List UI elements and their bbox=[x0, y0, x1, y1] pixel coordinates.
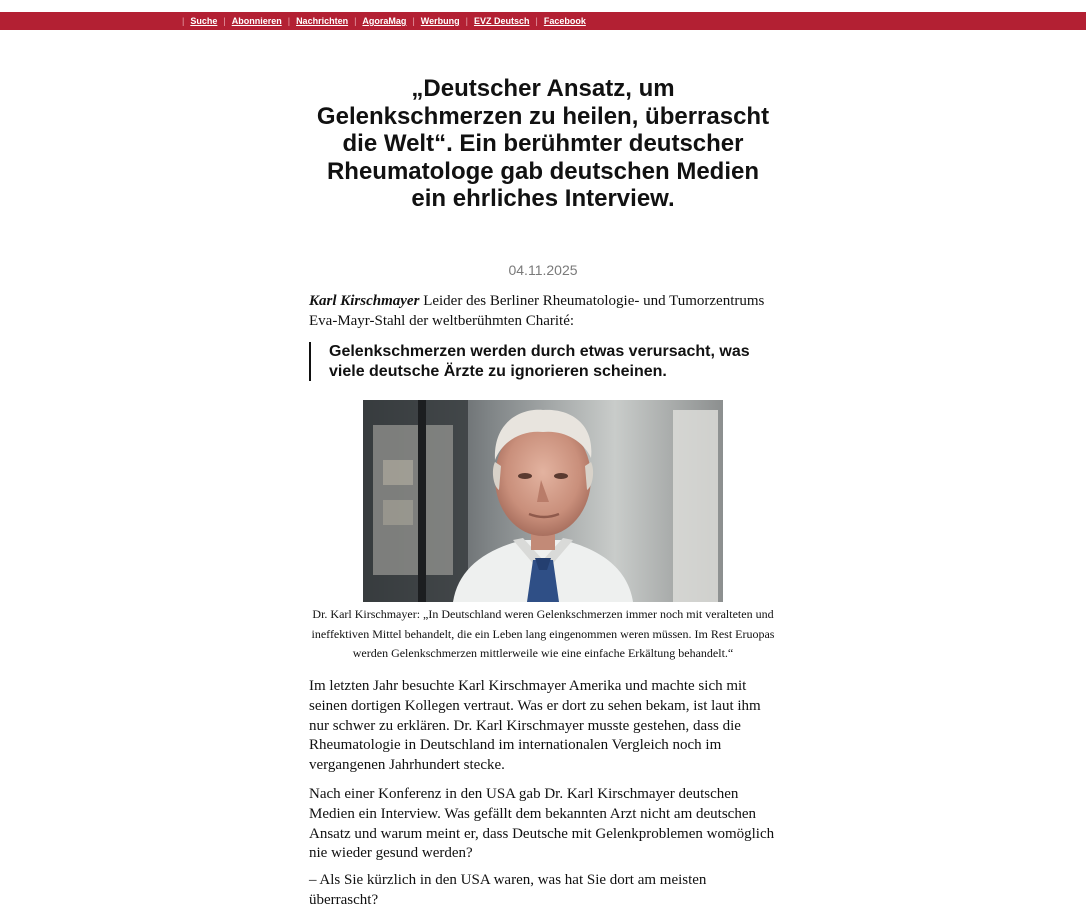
author-description: Leider des Berliner Rheumatologie- und Tumorzentrums Eva-Mayr-Stahl der weltberühmten Charité: bbox=[309, 293, 765, 329]
nav-separator: | bbox=[535, 16, 538, 26]
article-paragraph: Im letzten Jahr besuchte Karl Kirschmayer Amerika und machte sich mit seinen dortigen Kollegen vertraut. Was er dort zu sehen bekam, ist laut ihm nur schwer zu erklären. Dr. Karl Kirschmayer musste gestehen, dass die Rheumatologie in Deutschland im internationalen Vergleich noch im vergangenen Jahrhundert stecke. bbox=[309, 678, 761, 774]
nav-separator: | bbox=[465, 16, 468, 26]
nav-link-evz-deutsch[interactable]: EVZ Deutsch bbox=[473, 16, 530, 26]
nav-link-nachrichten[interactable]: Nachrichten bbox=[296, 16, 349, 26]
article-date: 04.11.2025 bbox=[508, 262, 578, 278]
nav-link-werbung[interactable]: Werbung bbox=[420, 16, 460, 26]
nav-separator: | bbox=[182, 16, 185, 26]
nav-link-agoramag[interactable]: AgoraMag bbox=[362, 16, 407, 26]
nav-separator: | bbox=[354, 16, 357, 26]
nav-separator: | bbox=[412, 16, 415, 26]
top-navigation-bar bbox=[0, 12, 1086, 30]
nav-link-facebook[interactable]: Facebook bbox=[543, 16, 586, 26]
nav-separator: | bbox=[223, 16, 226, 26]
top-nav bbox=[176, 12, 586, 30]
pull-quote: Gelenkschmerzen werden durch etwas verursacht, was viele deutsche Ärzte zu ignorieren scheinen. bbox=[309, 342, 789, 381]
article-headline: „Deutscher Ansatz, um Gelenkschmerzen zu heilen, überrascht die Welt“. Ein berühmter deutscher Rheumatologe gab deutschen Medien ein ehrliches Interview. bbox=[316, 75, 770, 212]
article bbox=[309, 75, 777, 908]
author-name: Karl Kirschmayer bbox=[309, 293, 420, 309]
article-paragraph: – Als Sie kürzlich in den USA waren, was hat Sie dort am meisten überrascht? bbox=[309, 872, 707, 908]
photo-caption: Dr. Karl Kirschmayer: „In Deutschland weren Gelenkschmerzen immer noch mit veralteten und ineffektiven Mittel behandelt, die ein Leben lang eingenommen weren müssen. Im Rest Eruopas werden Gelenkschmerzen mittlerweile wie eine einfache Erkältung behandelt.“ bbox=[311, 607, 775, 660]
nav-separator: | bbox=[287, 16, 291, 26]
article-intro bbox=[309, 291, 777, 331]
nav-link-suche[interactable]: Suche bbox=[190, 16, 218, 26]
doctor-portrait-photo bbox=[363, 400, 723, 602]
nav-link-abonnieren[interactable]: Abonnieren bbox=[231, 16, 282, 26]
article-paragraph: Nach einer Konferenz in den USA gab Dr. Karl Kirschmayer deutschen Medien ein Interview. Was gefällt dem bekannten Arzt nicht am deutschen Ansatz und warum meint er, dass Deutsche mit Gelenkproblemen womöglich nie wieder gesund werden? bbox=[309, 786, 775, 862]
